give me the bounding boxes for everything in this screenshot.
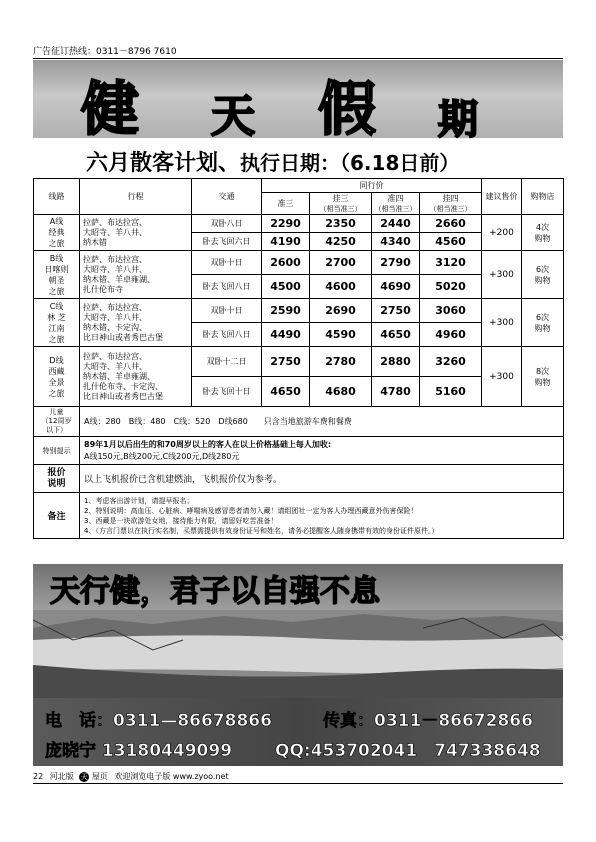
hero-char-1: 健 xyxy=(81,75,140,143)
remark-line: 4、（方言门票以在执行实名制，买票需提供有效身份证号和姓名，请务必提醒客人随身携带有效的身份证件原件。） xyxy=(84,526,439,535)
home-icon: 天 xyxy=(80,772,88,781)
child-label-part: 儿童 xyxy=(49,408,64,416)
price-cell: 4650 xyxy=(262,377,310,407)
price-cell: 2880 xyxy=(372,347,420,377)
page-number: 22 xyxy=(33,772,44,781)
plan-title xyxy=(86,146,459,177)
price-cell: 2700 xyxy=(310,251,372,275)
shop-count xyxy=(522,251,564,299)
line-a-itinerary xyxy=(80,215,192,251)
price-cell: 4680 xyxy=(310,377,372,407)
itinerary-line: 拉萨、布达拉宫、 xyxy=(83,217,147,227)
shop-count-part: 6次 xyxy=(535,312,550,322)
line-c-itinerary xyxy=(80,299,192,347)
price-cell: 4490 xyxy=(262,323,310,347)
plan-title-date: 执行日期：（6.18日前） xyxy=(240,151,460,175)
price-cell: 3260 xyxy=(420,347,482,377)
header-itinerary: 行程 xyxy=(80,179,192,215)
contact-qq: QQ:453702041 747338648 xyxy=(275,741,541,761)
header-divider xyxy=(33,58,563,59)
header-standard4 xyxy=(372,193,420,215)
hero-char-2: 天 xyxy=(211,91,255,142)
price-cell: 2290 xyxy=(262,215,310,233)
price-cell: 4500 xyxy=(262,275,310,299)
table-row xyxy=(34,347,564,377)
header-hang3-label: 挂三 xyxy=(332,194,349,203)
remarks-list xyxy=(80,493,564,539)
price-cell: 2590 xyxy=(262,299,310,323)
price-cell: 4560 xyxy=(420,233,482,251)
plan-title-main: 六月散客计划、 xyxy=(86,151,241,176)
special-note-line2: A线150元,B线200元,C线200元,D线280元 xyxy=(84,451,240,461)
special-label: 特别提示 xyxy=(34,437,80,465)
price-cell: 4690 xyxy=(372,275,420,299)
footer xyxy=(33,771,229,782)
price-cell: 4650 xyxy=(372,323,420,347)
transport: 卧去飞回六日 xyxy=(192,233,262,251)
itinerary-line: 纳木错、羊卓雍湖、 xyxy=(83,274,155,284)
line-name-part: A线 xyxy=(49,217,64,226)
quote-label xyxy=(34,465,80,493)
edition-label: 河北版 xyxy=(49,772,74,781)
hero-char-3: 假 xyxy=(318,75,377,143)
itinerary-line: 纳木错、羊卓雍湖、 xyxy=(83,371,155,381)
remark-line: 3、西藏是一块欲游处女地，接待能力有限，请留好吃苦准备！ xyxy=(84,516,278,525)
line-name-part: 之旅 xyxy=(48,334,65,344)
remark-line: 2、特别说明：高血压、心脏病、哮喘病及感冒患者请勿入藏！请组团社一定为客人办理西藏意外伤害保险！ xyxy=(84,506,418,515)
price-cell: 3060 xyxy=(420,299,482,323)
shop-count xyxy=(522,299,564,347)
welcome-text: 欢迎浏览电子版 www.zyoo.net xyxy=(114,772,229,781)
line-name-part: 之旅 xyxy=(48,286,65,296)
remark-line: 1、考虑客出游计划，请提早报名； xyxy=(84,496,194,505)
itinerary-line: 比日神山或者秀巴古堡 xyxy=(83,391,163,401)
itinerary-line: 大昭寺、羊八井、 xyxy=(83,264,147,274)
contact-person: 庞晓宁 13180449099 xyxy=(45,741,233,761)
line-name-part: D线 xyxy=(49,355,64,365)
header-hang4 xyxy=(420,193,482,215)
itinerary-line: 大昭寺、羊八井、 xyxy=(83,312,147,322)
line-c-name xyxy=(34,299,80,347)
price-cell: 2780 xyxy=(310,347,372,377)
ad-hotline: 广告征订热线：0311－8796 7610 xyxy=(33,47,177,57)
suggest-price: +300 xyxy=(482,347,522,407)
itinerary-line: 大昭寺、羊八井、 xyxy=(83,227,147,237)
table-row xyxy=(34,437,564,465)
line-name-part: 之旅 xyxy=(48,388,65,398)
price-cell: 2350 xyxy=(310,215,372,233)
shop-count xyxy=(522,347,564,407)
itinerary-line: 纳木错 xyxy=(83,237,107,247)
child-label-part: 以下） xyxy=(46,426,67,434)
price-cell: 5020 xyxy=(420,275,482,299)
child-price-text: A线：280 B线：480 C线：520 D线680 只含当地旅游车费和餐费 xyxy=(80,407,564,437)
child-label-part: （12周岁 xyxy=(41,417,72,425)
contact-fax: 传真：0311－86672866 xyxy=(323,711,533,731)
special-note xyxy=(80,437,564,465)
shop-count-part: 8次 xyxy=(535,366,550,376)
header-hang4-label: 挂四 xyxy=(442,194,459,203)
price-cell: 2660 xyxy=(420,215,482,233)
line-d-itinerary xyxy=(80,347,192,407)
table-row xyxy=(34,251,564,275)
itinerary-line: 大昭寺、羊八井、 xyxy=(83,361,147,371)
shop-count-part: 购物 xyxy=(534,377,551,387)
hero-char-4: 期 xyxy=(438,97,478,143)
remarks-label: 备注 xyxy=(34,493,80,539)
slogan: 天行健，君子以自强不息 xyxy=(50,574,380,609)
shop-count-part: 购物 xyxy=(534,275,551,285)
line-d-name xyxy=(34,347,80,407)
itinerary-line: 拉萨、布达拉宫、 xyxy=(83,302,147,312)
price-cell: 2790 xyxy=(372,251,420,275)
header-standard4-note: （相当准三） xyxy=(374,205,417,213)
child-label xyxy=(34,407,80,437)
price-cell: 4780 xyxy=(372,377,420,407)
transport: 双卧八日 xyxy=(192,215,262,233)
transport: 卧去飞回八日 xyxy=(192,275,262,299)
price-cell: 4190 xyxy=(262,233,310,251)
header-transport: 交通 xyxy=(192,179,262,215)
shop-count xyxy=(522,215,564,251)
contact-phone: 电 话：0311—86678866 xyxy=(45,711,272,731)
itinerary-line: 扎什伦布寺、卡定沟、 xyxy=(83,381,163,391)
suggest-price: +300 xyxy=(482,251,522,299)
price-cell: 2750 xyxy=(262,347,310,377)
header-standard3: 准三 xyxy=(262,193,310,215)
table-row xyxy=(34,299,564,323)
price-cell: 4340 xyxy=(372,233,420,251)
tour-price-table xyxy=(33,178,564,539)
line-name-part: 之旅 xyxy=(48,239,65,248)
quote-text: 以上飞机报价已含机建燃油，飞机报价仅为参考。 xyxy=(80,465,564,493)
shop-count-part: 6次 xyxy=(535,264,550,274)
header-hang3 xyxy=(310,193,372,215)
itinerary-line: 拉萨、布达拉宫、 xyxy=(83,254,147,264)
quote-label-part: 报价 xyxy=(47,467,66,478)
table-row xyxy=(34,465,564,493)
transport: 双卧十日 xyxy=(192,299,262,323)
itinerary-line: 扎什伦布寺 xyxy=(83,284,123,294)
line-name-part: 林 芝 xyxy=(47,312,66,322)
price-cell: 4590 xyxy=(310,323,372,347)
header-hang4-note: （相当准三） xyxy=(429,205,472,213)
transport: 卧去飞回八日 xyxy=(192,323,262,347)
header-same-price: 同行价 xyxy=(262,179,482,193)
shop-count-part: 4次 xyxy=(535,222,550,232)
lake-landscape-image xyxy=(33,610,563,698)
line-name-part: 江南 xyxy=(48,323,65,333)
table-row xyxy=(34,407,564,437)
header-standard4-label: 准四 xyxy=(387,194,404,203)
footer-divider xyxy=(33,783,563,784)
line-name-part: 全景 xyxy=(48,377,65,387)
line-a-name xyxy=(34,215,80,251)
contact-box xyxy=(33,698,563,766)
line-name-part: 日喀则 xyxy=(44,264,69,274)
line-name-part: 朝圣 xyxy=(48,275,65,285)
special-note-line1: 89年1月以后出生的和70周岁以上的客人在以上价格基础上每人加收: xyxy=(84,439,332,449)
line-name-part: B线 xyxy=(49,253,64,263)
suggest-price: +300 xyxy=(482,299,522,347)
line-name-part: 西藏 xyxy=(48,366,65,376)
price-cell: 4250 xyxy=(310,233,372,251)
shop-count-part: 购物 xyxy=(534,233,551,243)
price-cell: 2440 xyxy=(372,215,420,233)
price-cell: 4960 xyxy=(420,323,482,347)
header-hang3-note: （相当准三） xyxy=(319,205,362,213)
itinerary-line: 纳木错、卡定沟、 xyxy=(83,322,147,332)
header-suggest: 建议售价 xyxy=(482,179,522,215)
header-shop: 购物店 xyxy=(522,179,564,215)
transport: 双卧十日 xyxy=(192,251,262,275)
price-cell: 5160 xyxy=(420,377,482,407)
home-label: 屋页 xyxy=(91,772,108,781)
line-b-itinerary xyxy=(80,251,192,299)
itinerary-line: 比日神山或者秀巴古堡 xyxy=(83,332,163,342)
table-row xyxy=(34,215,564,233)
shop-count-part: 购物 xyxy=(534,323,551,333)
price-cell: 3120 xyxy=(420,251,482,275)
quote-label-part: 说明 xyxy=(47,478,66,489)
line-name-part: C线 xyxy=(49,301,64,311)
price-cell: 2750 xyxy=(372,299,420,323)
price-cell: 2600 xyxy=(262,251,310,275)
hero-banner xyxy=(33,60,563,143)
table-row xyxy=(34,493,564,539)
line-b-name xyxy=(34,251,80,299)
transport: 双卧十二日 xyxy=(192,347,262,377)
header-line: 线路 xyxy=(34,179,80,215)
price-cell: 4600 xyxy=(310,275,372,299)
price-cell: 2690 xyxy=(310,299,372,323)
suggest-price: +200 xyxy=(482,215,522,251)
itinerary-line: 拉萨、布达拉宫、 xyxy=(83,351,147,361)
transport: 卧去飞回十日 xyxy=(192,377,262,407)
line-name-part: 经典 xyxy=(48,228,65,237)
